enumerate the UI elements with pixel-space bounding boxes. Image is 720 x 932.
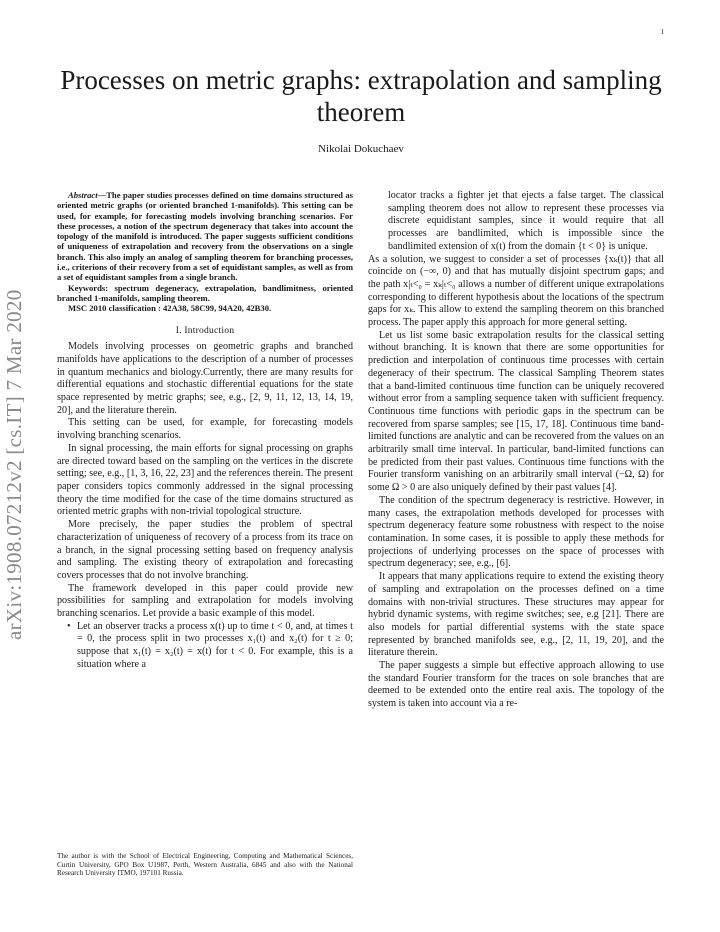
intro-paragraph: Models involving processes on geometric graphs and branched manifolds have applications to the description of a number of processes in quantum mechanics and biology.Currently, there are many results for differential equations and stochastic differential equations for the state space represented by metric graphs; see, e.g., [2, 9, 11, 12, 13, 14, 19, 20], and the literature therein.	[57, 341, 353, 416]
paper-title: Processes on metric graphs: extrapolation and sampling theorem	[60, 65, 662, 127]
body-paragraph: The condition of the spectrum degeneracy is restrictive. However, in many cases, the extrapolation methods developed for processes with spectrum degeneracy feature some robustness with respect to the noise contamination. In some cases, it is possible to apply these methods for projections of underlying processes on the space of processes with spectrum degeneracy; see, e.g., [6].	[368, 494, 664, 570]
arxiv-identifier: arXiv:1908.07212v2 [cs.IT] 7 Mar 2020	[2, 289, 26, 640]
page-number: 1	[660, 28, 664, 36]
keywords: Keywords: spectrum degeneracy, extrapolation, bandlimitness, oriented branched 1-manifolds, sampling theorem.	[57, 282, 353, 303]
body-paragraph: Let us list some basic extrapolation results for the classical setting without branching. It is known that there are some opportunities for prediction and interpolation of continuous time processes with certain degeneracy of their spectrum. The classical Sampling Theorem states that a band-limited continuous time function can be uniquely recovered without error from a sampling sequence taken with sufficient frequency. Continuous time functions with periodic gaps in the spectrum can be recovered from sparse samples; see [15, 17, 18]. Continuous time band-limited functions are analytic and can be recovered from the values on an arbitrarily small time interval. In particular, band-limited functions can be predicted from their past values. Continuous time functions with the Fourier transform vanishing on an arbitrarily small interval (−Ω, Ω) for some Ω > 0 are also uniquely defined by their past values [4].	[368, 329, 664, 494]
example-bullet	[57, 621, 353, 672]
intro-paragraph: In signal processing, the main efforts for signal processing on graphs are directed toward based on the sampling on the vertices in the discrete setting; see, e.g., [1, 3, 16, 22, 23] and the references therein. The present paper considers topics commonly addressed in the signal processing theory the time modified for the case of the time domains structured as oriented metric graphs with non-trivial topological structure.	[57, 442, 353, 518]
bullet-dot-icon: •	[67, 620, 71, 632]
body-paragraph: The paper suggests a simple but effective approach allowing to use the standard Fourier transform for the traces on sole branches that are deemed to be extended onto the entire real axis. The topology of the system is taken into account via a re-	[368, 660, 664, 710]
section-heading-introduction: I. Introduction	[175, 324, 235, 336]
abstract	[57, 190, 353, 283]
abstract-text: —The paper studies processes defined on time domains structured as oriented metric graphs (or oriented branched 1-manifolds). This setting can be used, for example, for forecasting models involving branching scenarios. For these processes, a notion of the spectrum degeneracy that takes into account the topology of the manifold is introduced. The paper suggests sufficient conditions of uniqueness of extrapolation and recovery from the observations on a single branch. This also imply an analog of sampling theorem for branching processes, i.e., criterions of their recovery from a set of equidistant samples, as well as from a set of equidistant samples from a single branch.	[57, 190, 353, 283]
intro-paragraph: More precisely, the paper studies the problem of spectral characterization of uniqueness of recovery of a process from its trace on a branch, in the signal processing setting based on frequency analysis and sampling. The existing theory of extrapolation and forecasting covers processes that do not involve branching.	[57, 519, 353, 581]
author-footnote: The author is with the School of Electrical Engineering, Computing and Mathematical Sciences, Curtin University, GPO Box U1987, Perth, Western Australia, 6845 and also with the National Research University ITMO, 197101 Russia.	[57, 852, 353, 878]
intro-paragraph: This setting can be used, for example, for forecasting models involving branching scenarios.	[57, 417, 353, 442]
msc-classification: MSC 2010 classification : 42A38, 58C99, 94A20, 42B30.	[68, 303, 272, 314]
right-column	[368, 190, 664, 711]
bullet-continuation: locator tracks a fighter jet that ejects a false target. The classical sampling theorem does not allow to represent these processes via discrete equidistant samples, since it would require that all processes are bandlimited, which is impossible since the bandlimited extension of x(t) from the domain {t < 0} is unique.	[388, 190, 664, 252]
left-column	[57, 190, 353, 672]
body-paragraph: As a solution, we suggest to consider a set of processes {xₖ(t)} that all coincide on (−∞, 0) and that has mutually disjoint spectrum gaps; and the path x|ₜ<₀ = xₖ|ₜ<₀ allows a number of different unique extrapolations corresponding to different hypothesis about the locations of the spectrum gaps for xₖ. This allow to extend the sampling theorem on this branched process. The paper apply this approach for more general setting.	[368, 253, 664, 329]
abstract-lead: Abstract	[68, 190, 98, 200]
author-name: Nikolai Dokuchaev	[318, 143, 404, 155]
bullet-text: Let an observer tracks a process x(t) up to time t < 0, and, at times t = 0, the process split in two processes x₁(t) and x₂(t) for t ≥ 0; suppose that x₁(t) = x₂(t) = x(t) for t < 0. For example, this is a situation where a	[77, 620, 353, 670]
intro-paragraph: The framework developed in this paper could provide new possibilities for sampling and extrapolation for models involving branching scenarios. Let provide a basic example of this model.	[57, 582, 353, 620]
body-paragraph: It appears that many applications require to extend the existing theory of sampling and extrapolation on the processes defined on a time domains with non-trivial structures. These structures may appear for hybrid dynamic systems, with regime switches; see, e.g [21]. There are also models for partial differential systems with the state space represented by branched manifolds see, e.g., [2, 11, 19, 20], and the literature therein.	[368, 571, 664, 659]
